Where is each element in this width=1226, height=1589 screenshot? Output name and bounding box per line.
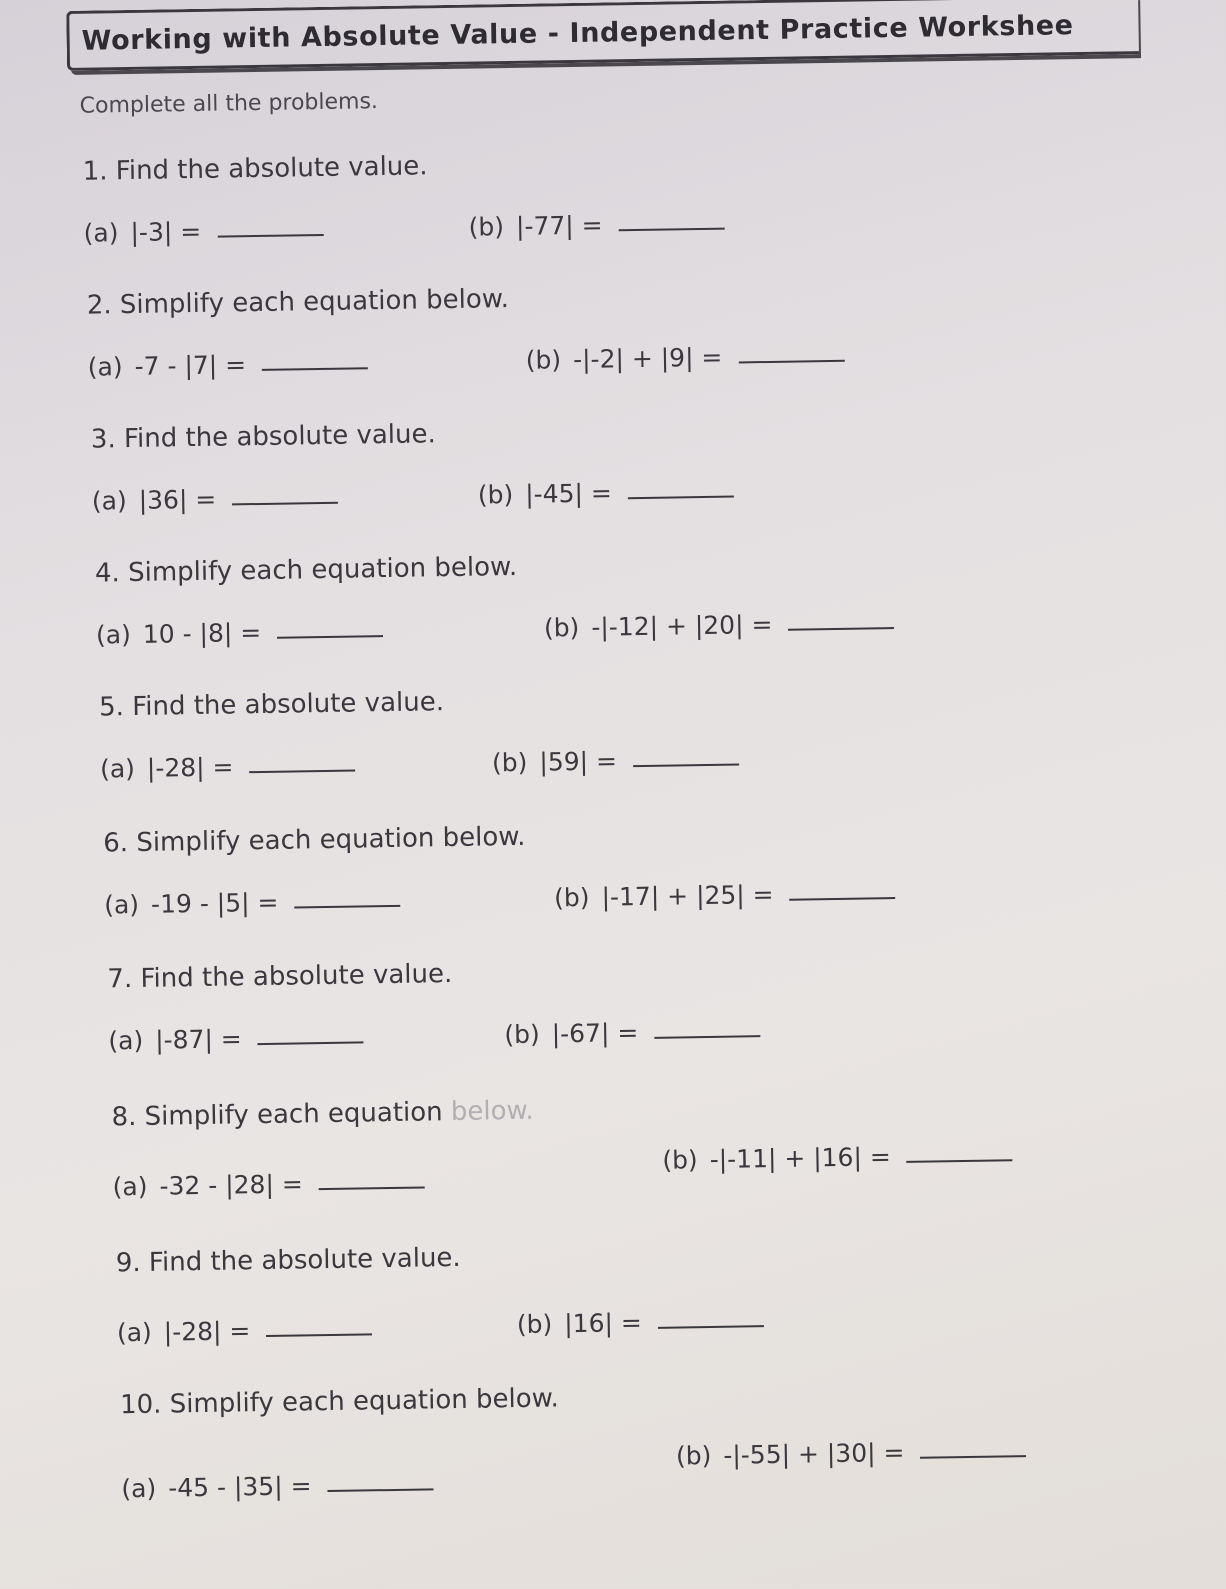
answer-blank[interactable] [920,1454,1026,1459]
problem-prompt [95,552,518,589]
problem-text: Find the absolute value. [148,1242,461,1278]
problem-5 [99,675,1201,802]
part-label: (a) [121,1473,157,1504]
problem-6-part-b [554,878,896,912]
part-label: (b) [525,345,562,375]
problem-1-part-a [83,215,323,248]
answer-blank[interactable] [250,769,356,774]
problem-5-part-a [100,751,356,784]
answer-blank[interactable] [232,501,338,506]
problem-10-part-a [121,1469,434,1503]
problem-1 [82,139,1184,266]
problem-6-part-a [104,886,401,920]
expression: -|-12| + |20| = [591,609,773,642]
part-label: (a) [83,218,119,248]
problem-number: 3. [90,424,116,455]
part-label: (a) [91,486,127,516]
expression: |-28| = [146,752,234,783]
problem-4 [95,541,1197,668]
problem-number: 2. [86,290,112,321]
problem-2-part-b [525,341,844,375]
problem-text: Simplify each equation below. [136,821,526,858]
answer-blank[interactable] [907,1158,1013,1163]
answer-blank[interactable] [294,904,400,909]
answer-blank[interactable] [258,1040,364,1045]
problem-prompt [103,822,526,859]
problem-number: 7. [107,964,133,995]
answer-blank[interactable] [790,896,896,901]
problem-2 [87,273,1189,400]
expression: -32 - |28| = [159,1169,304,1201]
part-label: (a) [99,753,136,784]
answer-blank[interactable] [633,762,739,767]
problem-number: 8. [111,1101,137,1133]
problem-text-faded: below. [442,1095,534,1128]
expression: |-45| = [524,478,613,509]
part-label: (b) [477,480,514,510]
answer-blank[interactable] [738,359,844,364]
expression: -|-55| + |30| = [723,1437,905,1470]
expression: |16| = [564,1308,643,1339]
part-label: (b) [504,1019,540,1050]
problem-6 [103,811,1205,938]
problem-9-part-a [117,1314,373,1347]
part-label: (b) [516,1309,553,1340]
problem-number: 1. [82,156,108,187]
problem-4-part-b [544,608,895,643]
problem-9-part-b [517,1306,764,1339]
problem-7-part-b [504,1016,760,1049]
part-label: (b) [491,747,528,778]
problem-prompt [91,419,436,454]
answer-blank[interactable] [328,1487,434,1492]
problem-3-part-a [92,483,339,516]
part-label: (b) [675,1441,712,1471]
problem-8-part-b [662,1140,1013,1175]
expression: |-67| = [551,1018,639,1049]
answer-blank[interactable] [277,634,383,639]
problem-text: Find the absolute value. [115,151,428,187]
part-label: (a) [112,1171,148,1202]
expression: -|-2| + |9| = [572,342,723,375]
problem-text: Simplify each equation below. [127,551,518,589]
expression: |-77| = [515,210,603,241]
expression: -45 - |35| = [167,1471,312,1503]
problem-text: Find the absolute value. [123,419,436,455]
problem-3-part-b [478,477,734,510]
problem-prompt [116,1243,461,1278]
answer-blank[interactable] [654,1034,760,1039]
part-label: (a) [87,352,123,382]
problem-text: Simplify each equation [144,1097,443,1132]
problem-number: 9. [115,1247,141,1279]
problem-prompt [111,1096,534,1133]
problem-7 [107,947,1209,1074]
title-box [66,0,1139,71]
part-label: (a) [108,1025,144,1056]
problem-prompt [107,959,452,994]
problem-1-part-b [468,209,724,242]
problem-10 [119,1373,1222,1504]
answer-blank[interactable] [628,495,734,500]
answer-blank[interactable] [262,366,368,371]
part-label: (b) [662,1145,698,1175]
problem-8 [111,1085,1213,1212]
problem-7-part-a [108,1022,364,1055]
problem-5-part-b [492,744,739,777]
answer-blank[interactable] [319,1185,425,1190]
part-label: (a) [103,889,140,920]
expression: |59| = [539,746,618,777]
problem-number: 10. [119,1389,162,1421]
expression: |-28| = [163,1316,251,1347]
worksheet-title: Working with Absolute Value - Independent Practice Workshee [81,9,1074,57]
problem-prompt [120,1383,559,1420]
part-label: (b) [543,612,580,643]
problem-prompt [99,687,444,722]
expression: |36| = [138,484,217,515]
problem-8-part-a [112,1167,425,1201]
part-label: (a) [116,1317,153,1348]
part-label: (a) [95,620,132,650]
problem-2-part-a [88,348,369,381]
problem-3 [91,407,1193,534]
problem-number: 5. [98,692,125,723]
answer-blank[interactable] [658,1324,764,1329]
problem-4-part-a [96,616,384,650]
expression: -19 - |5| = [150,887,279,919]
expression: -|-11| + |16| = [709,1142,891,1174]
problem-number: 4. [94,558,121,589]
part-label: (b) [468,212,505,242]
expression: |-3| = [130,216,202,247]
part-label: (b) [553,882,590,913]
problem-number: 6. [103,828,129,859]
answer-blank[interactable] [619,227,725,232]
problem-prompt [82,151,427,186]
problem-prompt [87,284,510,321]
problem-9 [116,1231,1218,1358]
answer-blank[interactable] [266,1332,372,1337]
problem-text: Simplify each equation below. [119,284,510,321]
expression: -7 - |7| = [134,350,247,381]
problem-text: Simplify each equation below. [169,1383,559,1420]
expression: |-17| + |25| = [601,879,774,912]
expression: |-87| = [154,1024,242,1055]
problem-10-part-b [676,1436,1027,1471]
expression: 10 - |8| = [142,617,262,649]
answer-blank[interactable] [788,626,894,631]
instructions: Complete all the problems. [79,89,379,119]
problem-text: Find the absolute value. [131,687,445,723]
answer-blank[interactable] [217,233,323,238]
problem-text: Find the absolute value. [140,959,453,994]
